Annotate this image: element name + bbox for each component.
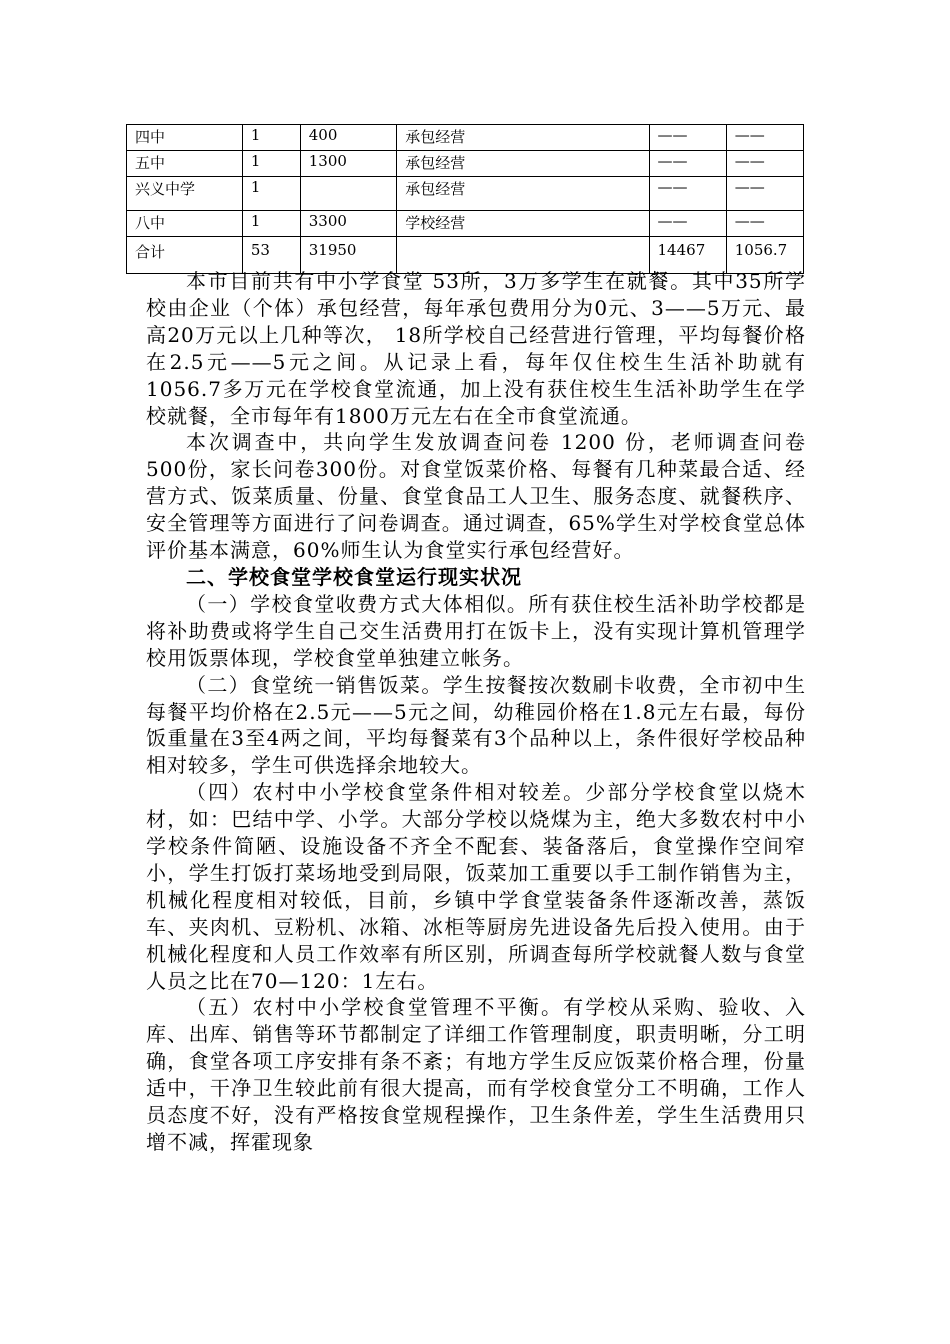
body-text xyxy=(146,268,806,1156)
paragraph-survey: 本次调查中，共向学生发放调查问卷 1200 份，老师调查问卷 500份，家长问卷300份。对食堂饭菜价格、每餐有几种菜最合适、经营方式、饭菜质量、份量、食堂食品工人卫生、服务态度、就餐秩序、安全管理等方面进行了问卷调查。通过调查，65%学生对学校食堂总体评价基本满意，60%师生认为食堂实行承包经营好。 xyxy=(146,430,806,563)
operation-mode-cell: 承包经营 xyxy=(397,125,649,151)
paragraph-section-1: （一）学校食堂收费方式大体相似。所有获住校生活补助学校都是将补助费或将学生自己交生活费用打在饭卡上，没有实现计算机管理学校用饭票体现，学校食堂单独建立帐务。 xyxy=(146,591,806,670)
paragraph-overview: 本市目前共有中小学食堂 53所，3万多学生在就餐。其中35所学校由企业（个体）承包经营，每年承包费用分为0元、3——5万元、最高20万元以上几种等次， 18所学校自己经营进行管理，平均每餐价格在2.5元——5元之间。从记录上看，每年仅住校生生活补助就有1056.7多万元在学校食堂流通，加上没有获住校生生活补助学生在学校就餐，全市每年有1800万元左右在全市食堂流通。 xyxy=(146,269,806,428)
table-row xyxy=(127,177,804,211)
table-row xyxy=(127,151,804,177)
paragraph-section-2: （二）食堂统一销售饭菜。学生按餐按次数刷卡收费，全市初中生每餐平均价格在2.5元——5元之间，幼稚园价格在1.8元左右最，每份饭重量在3至4两之间，平均每餐菜有3个品种以上，条件很好学校品种相对较多，学生可供选择余地较大。 xyxy=(146,672,806,778)
paragraph-section-5: （五）农村中小学校食堂管理不平衡。有学校从采购、验收、入库、出库、销售等环节都制定了详细工作管理制度，职责明晰，分工明确，食堂各项工序安排有条不紊；有地方学生反应饭菜价格合理，份量适中，干净卫生较此前有很大提高，而有学校食堂分工不明确，工作人员态度不好，没有严格按食堂规程操作，卫生条件差，学生生活费用只增不减，挥霍现象 xyxy=(146,995,806,1154)
table-row xyxy=(127,125,804,151)
value-cell-6: —— xyxy=(726,125,803,151)
school-name-cell: 八中 xyxy=(127,211,243,237)
value-cell-5: —— xyxy=(649,211,726,237)
student-count-cell xyxy=(300,177,397,211)
total-value-cell-6: 1056.7 xyxy=(726,237,803,274)
canteen-count-cell: 1 xyxy=(242,211,300,237)
student-count-cell: 1300 xyxy=(300,151,397,177)
student-count-cell: 400 xyxy=(300,125,397,151)
canteen-count-cell: 1 xyxy=(242,125,300,151)
value-cell-6: —— xyxy=(726,211,803,237)
school-name-cell: 五中 xyxy=(127,151,243,177)
school-name-cell: 兴义中学 xyxy=(127,177,243,211)
total-students-cell: 31950 xyxy=(300,237,397,274)
value-cell-5: —— xyxy=(649,151,726,177)
table-row xyxy=(127,211,804,237)
canteen-count-cell: 1 xyxy=(242,151,300,177)
canteen-table xyxy=(126,124,804,274)
value-cell-6: —— xyxy=(726,151,803,177)
section-heading: 二、学校食堂学校食堂运行现实状况 xyxy=(186,564,522,589)
operation-mode-cell: 承包经营 xyxy=(397,151,649,177)
school-name-cell: 四中 xyxy=(127,125,243,151)
paragraph-section-4: （四）农村中小学校食堂条件相对较差。少部分学校食堂以烧木材，如：巴结中学、小学。大部分学校以烧煤为主，绝大多数农村中小学校条件简陋、设施设备不齐全不配套、装备落后，食堂操作空间窄小，学生打饭打菜场地受到局限，饭菜加工重要以手工制作销售为主，机械化程度相对较低，目前，乡镇中学食堂装备条件逐渐改善，蒸饭车、夹肉机、豆粉机、冰箱、冰柜等厨房先进设备先后投入使用。由于机械化程度和人员工作效率有所区别，所调查每所学校就餐人数与食堂人员之比在70—120：1左右。 xyxy=(146,780,806,993)
total-label-cell: 合计 xyxy=(127,237,243,274)
operation-mode-cell: 学校经营 xyxy=(397,211,649,237)
total-count-cell: 53 xyxy=(242,237,300,274)
operation-mode-cell: 承包经营 xyxy=(397,177,649,211)
value-cell-6: —— xyxy=(726,177,803,211)
value-cell-5: —— xyxy=(649,177,726,211)
student-count-cell: 3300 xyxy=(300,211,397,237)
value-cell-5: —— xyxy=(649,125,726,151)
total-value-cell-5: 14467 xyxy=(649,237,726,274)
canteen-count-cell: 1 xyxy=(242,177,300,211)
